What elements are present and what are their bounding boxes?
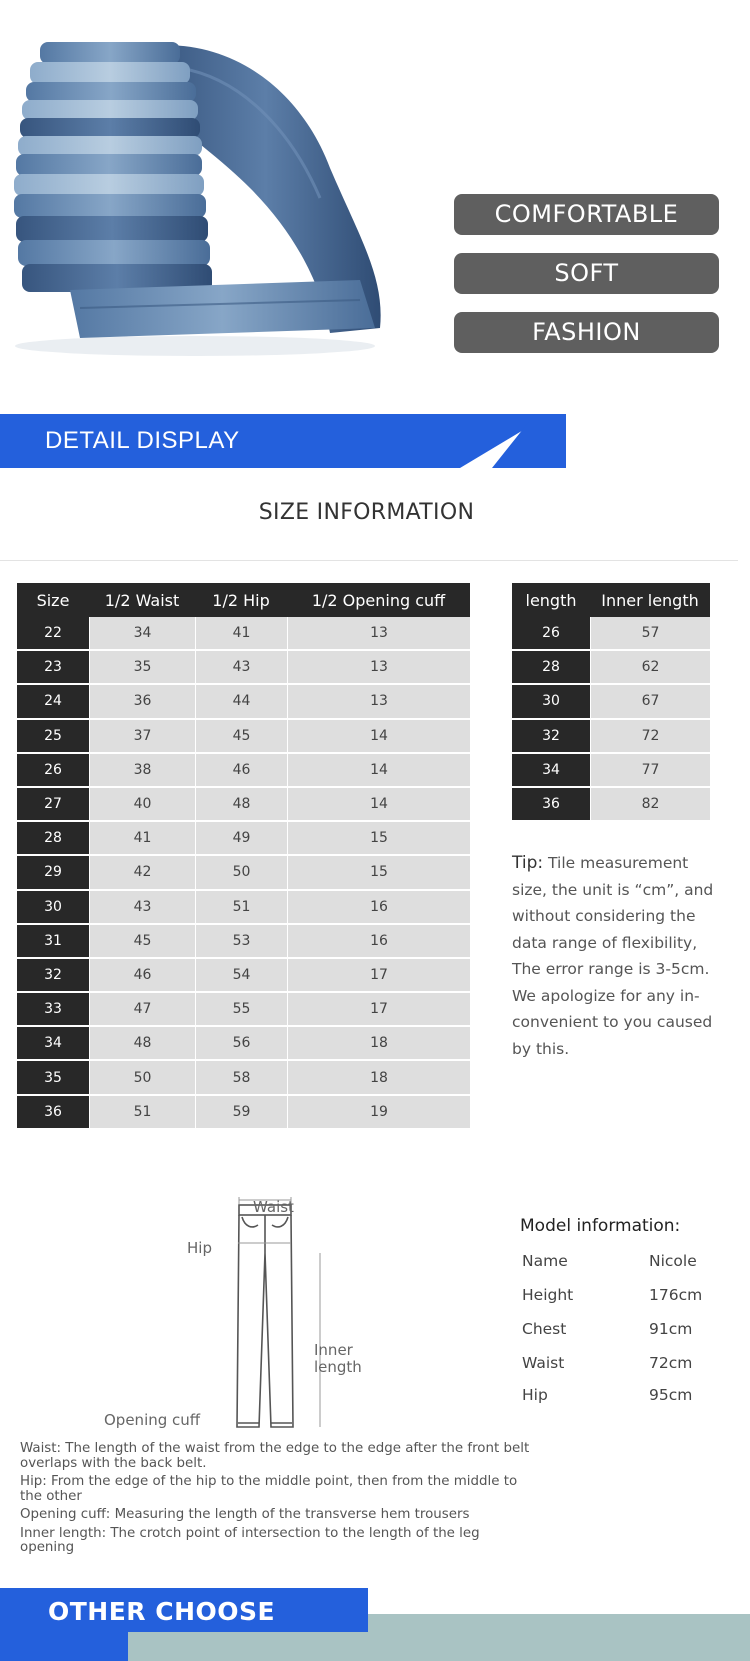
tag-fashion: FASHION	[454, 312, 719, 353]
length-cell: 30	[512, 685, 590, 719]
value-cell: 35	[89, 651, 195, 685]
model-info-row	[522, 1354, 750, 1372]
size-cell: 23	[17, 651, 89, 685]
value-cell: 54	[195, 959, 287, 993]
value-cell: 58	[195, 1061, 287, 1095]
table-row	[17, 651, 470, 685]
length-cell: 26	[512, 617, 590, 651]
tip-text: Tile measurement size, the unit is “cm”, and without considering the data range of flexibility, The error range is 3-5cm. We apologize for any in-convenient to you caused by this.	[512, 854, 714, 1058]
value-cell: 59	[195, 1096, 287, 1130]
length-cell: 34	[512, 754, 590, 788]
definition-hip: Hip: From the edge of the hip to the middle point, then from the middle to the other	[20, 1474, 518, 1504]
model-info-value: 176cm	[649, 1286, 703, 1304]
value-cell: 13	[287, 617, 470, 651]
inner-length-cell: 67	[590, 685, 710, 719]
value-cell: 43	[195, 651, 287, 685]
size-cell: 22	[17, 617, 89, 651]
inner-length-cell: 62	[590, 651, 710, 685]
diagram-label-waist: Waist	[253, 1198, 294, 1216]
definition-opening-cuff: Opening cuff: Measuring the length of the transverse hem trousers	[20, 1507, 470, 1522]
model-info-row	[522, 1320, 750, 1338]
inner-length-cell: 77	[590, 754, 710, 788]
model-info-row	[522, 1252, 750, 1270]
tag-soft: SOFT	[454, 253, 719, 294]
size-cell: 30	[17, 891, 89, 925]
table-row	[17, 925, 470, 959]
size-cell: 32	[17, 959, 89, 993]
value-cell: 42	[89, 856, 195, 890]
value-cell: 50	[195, 856, 287, 890]
table-row	[512, 685, 710, 719]
table-row	[512, 617, 710, 651]
table-row	[17, 891, 470, 925]
value-cell: 13	[287, 685, 470, 719]
value-cell: 16	[287, 925, 470, 959]
model-info-value: 91cm	[649, 1320, 693, 1338]
table-row	[17, 993, 470, 1027]
table-row	[17, 617, 470, 651]
model-info-label: Waist	[522, 1354, 565, 1372]
value-cell: 14	[287, 754, 470, 788]
pants-diagram	[170, 1195, 360, 1430]
size-table	[17, 583, 470, 1130]
value-cell: 51	[195, 891, 287, 925]
size-cell: 27	[17, 788, 89, 822]
table-header: Size	[17, 583, 89, 617]
table-row	[17, 720, 470, 754]
tag-comfortable: COMFORTABLE	[454, 194, 719, 235]
value-cell: 43	[89, 891, 195, 925]
value-cell: 34	[89, 617, 195, 651]
size-cell: 28	[17, 822, 89, 856]
value-cell: 46	[195, 754, 287, 788]
size-info-title: SIZE INFORMATION	[258, 500, 475, 525]
value-cell: 41	[89, 822, 195, 856]
table-row	[17, 685, 470, 719]
value-cell: 40	[89, 788, 195, 822]
length-table	[512, 583, 710, 822]
value-cell: 18	[287, 1027, 470, 1061]
value-cell: 55	[195, 993, 287, 1027]
other-choose-title: OTHER CHOOSE	[48, 1597, 276, 1626]
table-header-row	[512, 583, 710, 617]
size-cell: 29	[17, 856, 89, 890]
definition-waist: Waist: The length of the waist from the edge to the edge after the front belt overlaps with the back belt.	[20, 1441, 530, 1471]
table-header: Inner length	[590, 583, 710, 617]
table-row	[17, 754, 470, 788]
tip-note	[512, 850, 722, 1062]
inner-length-cell: 72	[590, 720, 710, 754]
table-row	[512, 754, 710, 788]
value-cell: 48	[195, 788, 287, 822]
value-cell: 46	[89, 959, 195, 993]
model-info-value: 72cm	[649, 1354, 693, 1372]
value-cell: 14	[287, 788, 470, 822]
model-info-title: Model information:	[520, 1216, 681, 1236]
model-info-row	[522, 1386, 750, 1404]
value-cell: 53	[195, 925, 287, 959]
value-cell: 38	[89, 754, 195, 788]
value-cell: 48	[89, 1027, 195, 1061]
table-row	[17, 1027, 470, 1061]
size-cell: 31	[17, 925, 89, 959]
divider	[0, 560, 738, 561]
value-cell: 17	[287, 993, 470, 1027]
length-cell: 32	[512, 720, 590, 754]
value-cell: 17	[287, 959, 470, 993]
table-row	[512, 720, 710, 754]
inner-length-cell: 82	[590, 788, 710, 822]
size-cell: 36	[17, 1096, 89, 1130]
table-header: length	[512, 583, 590, 617]
value-cell: 51	[89, 1096, 195, 1130]
value-cell: 18	[287, 1061, 470, 1095]
diagram-label-opening-cuff: Opening cuff	[104, 1411, 201, 1429]
value-cell: 16	[287, 891, 470, 925]
value-cell: 13	[287, 651, 470, 685]
value-cell: 41	[195, 617, 287, 651]
value-cell: 19	[287, 1096, 470, 1130]
value-cell: 37	[89, 720, 195, 754]
value-cell: 44	[195, 685, 287, 719]
size-cell: 26	[17, 754, 89, 788]
model-info-value: Nicole	[649, 1252, 697, 1270]
size-cell: 33	[17, 993, 89, 1027]
size-cell: 34	[17, 1027, 89, 1061]
table-row	[512, 788, 710, 822]
model-info-label: Chest	[522, 1320, 567, 1338]
jeans-stack-image	[0, 28, 400, 358]
table-header-row	[17, 583, 470, 617]
table-header: 1/2 Opening cuff	[287, 583, 470, 617]
value-cell: 47	[89, 993, 195, 1027]
table-row	[512, 651, 710, 685]
value-cell: 45	[89, 925, 195, 959]
table-row	[17, 822, 470, 856]
table-row	[17, 1096, 470, 1130]
measurement-definitions	[20, 1442, 530, 1560]
value-cell: 14	[287, 720, 470, 754]
model-info-row	[522, 1286, 750, 1304]
detail-banner-title: DETAIL DISPLAY	[45, 427, 240, 454]
length-cell: 28	[512, 651, 590, 685]
value-cell: 49	[195, 822, 287, 856]
value-cell: 36	[89, 685, 195, 719]
size-cell: 35	[17, 1061, 89, 1095]
definition-inner-length: Inner length: The crotch point of intersection to the length of the leg opening	[20, 1525, 480, 1555]
model-info-value: 95cm	[649, 1386, 693, 1404]
table-row	[17, 959, 470, 993]
size-cell: 25	[17, 720, 89, 754]
table-row	[17, 1061, 470, 1095]
value-cell: 50	[89, 1061, 195, 1095]
model-info-label: Hip	[522, 1386, 548, 1404]
tip-label: Tip:	[512, 853, 544, 873]
diagram-label-inner-length: Inner length	[314, 1341, 362, 1376]
inner-length-cell: 57	[590, 617, 710, 651]
model-info-label: Height	[522, 1286, 574, 1304]
table-row	[17, 856, 470, 890]
table-header: 1/2 Waist	[89, 583, 195, 617]
table-header: 1/2 Hip	[195, 583, 287, 617]
table-row	[17, 788, 470, 822]
length-cell: 36	[512, 788, 590, 822]
size-cell: 24	[17, 685, 89, 719]
value-cell: 15	[287, 856, 470, 890]
value-cell: 56	[195, 1027, 287, 1061]
diagram-label-hip: Hip	[187, 1239, 212, 1257]
model-info-label: Name	[522, 1252, 568, 1270]
value-cell: 45	[195, 720, 287, 754]
value-cell: 15	[287, 822, 470, 856]
